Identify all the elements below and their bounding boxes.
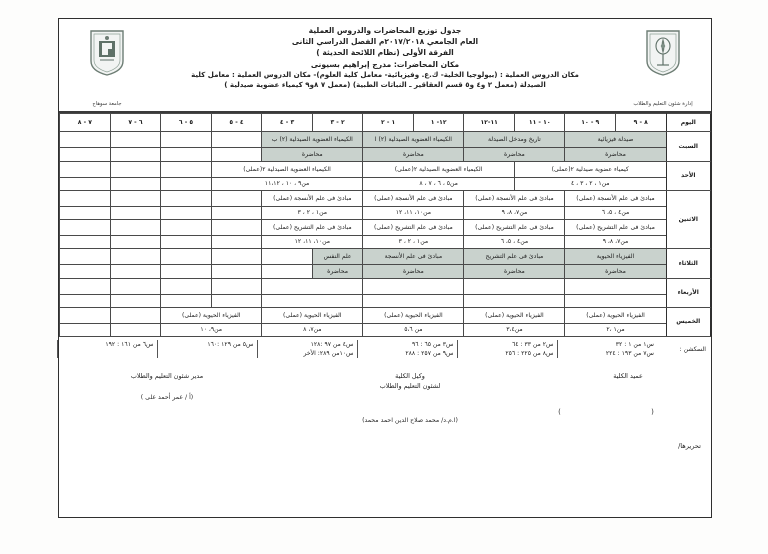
session-title-cell: مبادئ فى علم التشريح (عملى) <box>565 220 666 236</box>
clerk-note: تحريرها/ <box>678 442 701 450</box>
session-type-cell <box>60 148 111 162</box>
session-title-cell: مبادئ فى علم الأنسجة (عملى) <box>464 191 565 207</box>
session-title-cell: صيدلة فيزيائية <box>565 132 666 148</box>
group-numbers-cell <box>161 178 212 191</box>
group-numbers-cell <box>110 207 161 220</box>
group-numbers-cell: من٤ ، ٥، ٦ <box>464 236 565 249</box>
group-numbers-cell: من ٥،٦ <box>363 324 464 337</box>
session-title-cell: مبادئ فى علم التشريح <box>464 249 565 265</box>
session-title-cell: مبادئ فى علم الأنسجة (عملى) <box>363 191 464 207</box>
section-range-11 <box>157 349 257 358</box>
session-title-cell <box>161 191 212 207</box>
document-header <box>59 19 711 113</box>
group-numbers-cell: من٩ ، ١٠ ، ١١،١٢ <box>211 178 363 191</box>
session-title-cell <box>60 191 111 207</box>
session-type-cell: محاضرة <box>363 148 464 162</box>
group-numbers-cell: من١٠، ١١، ١٢ <box>363 207 464 220</box>
session-title-cell <box>60 308 111 324</box>
session-type-cell <box>161 148 212 162</box>
group-numbers-cell <box>565 295 666 308</box>
group-numbers-cell: من٧، ٨، ٩ <box>565 236 666 249</box>
session-title-cell: الفيزياء الحيوية (عملى) <box>262 308 363 324</box>
table-row <box>60 279 711 295</box>
day-label-3: الاثنين <box>666 191 710 249</box>
session-type-cell <box>110 265 161 279</box>
session-title-cell: الفيزياء الحيوية (عملى) <box>161 308 262 324</box>
time-slot-header-12: ٧ - ٨ <box>60 114 111 132</box>
session-title-cell: الفيزياء الحيوية <box>565 249 666 265</box>
session-title-cell <box>60 279 111 295</box>
vice-dean-signature-block <box>300 372 520 424</box>
sections-label: السكشن : <box>679 345 706 353</box>
section-range-9: س٩ من ٢٥٧ : ٢٨٨ <box>357 349 457 358</box>
title-line-5: مكان الدروس العملية : (بيولوجيا الخلية- ك.ع. وفيزيائية- معامل كلية العلوم)- مكان الدروس العملية : معامل كلية <box>191 69 579 79</box>
session-type-cell: محاضرة <box>312 265 363 279</box>
group-numbers-cell: من٤ ، ٥، ٦ <box>565 207 666 220</box>
day-label-2: الأحد <box>666 162 710 191</box>
vice-dean-name: (ا.م.د/ محمد صلاح الدين احمد محمد) <box>362 417 458 425</box>
group-numbers-cell: من٥ ، ٦ ، ٧ ، ٨ <box>363 178 515 191</box>
table-row <box>60 148 711 162</box>
group-numbers-cell <box>363 295 464 308</box>
sections-row-2 <box>57 349 709 358</box>
session-type-cell: محاضرة <box>464 148 565 162</box>
table-row <box>60 295 711 308</box>
timetable <box>59 113 711 337</box>
section-range-2: س٢ من ٣٣ : ٦٤ <box>457 340 557 349</box>
session-title-cell: الفيزياء الحيوية (عملى) <box>464 308 565 324</box>
dean-name: ( ) <box>558 407 698 416</box>
session-title-cell <box>60 162 111 178</box>
session-title-cell <box>110 162 161 178</box>
group-numbers-cell <box>110 178 161 191</box>
session-type-cell: محاضرة <box>464 265 565 279</box>
group-numbers-cell <box>60 178 111 191</box>
session-title-cell <box>211 279 262 295</box>
session-type-cell <box>60 265 111 279</box>
table-row <box>60 178 711 191</box>
session-type-cell <box>211 148 262 162</box>
session-title-cell: الكيمياء العضوية الصيدلية ٢(عملى) <box>211 162 363 178</box>
group-numbers-cell <box>110 324 161 337</box>
session-title-cell <box>262 249 313 265</box>
session-title-cell <box>161 220 212 236</box>
session-title-cell <box>110 249 161 265</box>
sections-block <box>59 340 711 358</box>
table-row <box>60 162 711 178</box>
manager-title: مدير شئون التعليم والطلاب <box>130 372 204 380</box>
vice-dean-title-line2: لشئون التعليم والطلاب <box>379 381 441 390</box>
group-numbers-cell <box>262 295 363 308</box>
session-title-cell: مبادئ فى علم التشريح (عملى) <box>464 220 565 236</box>
table-row <box>60 308 711 324</box>
session-title-cell: الفيزياء الحيوية (عملى) <box>565 308 666 324</box>
session-title-cell <box>110 279 161 295</box>
group-numbers-cell: من١ ،٢ <box>565 324 666 337</box>
title-line-3: الفرقة الأولى (نظام اللائحة الحديثة ) <box>316 48 454 58</box>
session-title-cell <box>211 220 262 236</box>
left-logo-block <box>617 23 709 107</box>
dean-signature-block <box>553 372 703 416</box>
group-numbers-cell <box>211 207 262 220</box>
session-type-cell <box>110 148 161 162</box>
section-range-6: س٦ من ١٦١ : ١٩٢ <box>57 340 157 349</box>
pharmacy-faculty-crest-icon <box>643 27 683 77</box>
title-line-2: العام الجامعي ٢٠١٧/٢٠١٨م الفصل الدراسي الثانى <box>291 37 479 47</box>
session-title-cell: الكيمياء العضوية الصيدلية (٢) ا <box>363 132 464 148</box>
day-label-5: الأربعاء <box>666 279 710 308</box>
right-logo-caption: جامعة سوهاج <box>92 101 122 107</box>
time-slot-header-10: ٥ - ٦ <box>161 114 212 132</box>
manager-name: (أ / عمر أحمد على ) <box>140 393 194 401</box>
group-numbers-cell: من٩، ١٠ <box>161 324 262 337</box>
group-numbers-cell: من٧، ٨، ٩ <box>464 207 565 220</box>
group-numbers-cell <box>161 236 212 249</box>
session-title-cell <box>161 279 212 295</box>
table-row <box>60 265 711 279</box>
group-numbers-cell: من١٠، ١١، ١٢ <box>262 236 363 249</box>
session-title-cell: الكيمياء العضوية الصيدلية (٢) ب <box>262 132 363 148</box>
sections-row-1 <box>57 340 709 349</box>
group-numbers-cell: من٧، ٨ <box>262 324 363 337</box>
session-title-cell: مبادئ فى علم الأنسجة (عملى) <box>565 191 666 207</box>
table-row <box>60 249 711 265</box>
session-title-cell: مبادئ فى علم الأنسجة <box>363 249 464 265</box>
session-title-cell <box>211 191 262 207</box>
session-title-cell <box>211 249 262 265</box>
group-numbers-cell <box>60 236 111 249</box>
session-title-cell: علم النفس <box>312 249 363 265</box>
session-title-cell <box>110 220 161 236</box>
session-title-cell <box>565 279 666 295</box>
sohag-university-crest-icon <box>87 27 127 77</box>
session-title-cell: تاريخ ومدخل الصيدلة <box>464 132 565 148</box>
session-title-cell <box>262 279 363 295</box>
day-column-header: اليوم <box>666 114 710 132</box>
time-slot-header-6: ١ - ٢ <box>363 114 414 132</box>
timetable-sheet <box>58 18 712 518</box>
session-type-cell: محاضرة <box>565 265 666 279</box>
left-logo-caption: إدارة شئون التعليم والطلاب <box>633 101 693 107</box>
table-row <box>60 220 711 236</box>
time-slot-header-7: ٢ - ٣ <box>312 114 363 132</box>
section-range-8: س٨ من ٢٢٥ : ٢٥٦ <box>457 349 557 358</box>
table-row <box>60 191 711 207</box>
session-title-cell <box>161 162 212 178</box>
vice-dean-title-line1: وكيل الكلية <box>395 372 425 380</box>
manager-signature-block <box>67 372 267 401</box>
section-range-10: س١٠من ٢٨٩: الأخر <box>257 349 357 358</box>
session-title-cell <box>110 132 161 148</box>
timetable-header-row <box>60 114 711 132</box>
group-numbers-cell <box>211 295 262 308</box>
session-type-cell <box>262 265 313 279</box>
session-title-cell <box>363 279 464 295</box>
sections-table <box>57 340 710 358</box>
time-slot-header-5: ١٢- ١ <box>413 114 464 132</box>
group-numbers-cell <box>464 295 565 308</box>
table-row <box>60 324 711 337</box>
signature-area <box>59 372 711 468</box>
session-title-cell <box>211 132 262 148</box>
time-slot-header-2: ٩ - ١٠ <box>565 114 616 132</box>
session-title-cell: كيمياء عضوية صيدلية ٢(عملى) <box>514 162 666 178</box>
session-title-cell <box>464 279 565 295</box>
time-slot-header-9: ٤ - ٥ <box>211 114 262 132</box>
session-type-cell: محاضرة <box>363 265 464 279</box>
session-title-cell <box>110 191 161 207</box>
table-row <box>60 236 711 249</box>
time-slot-header-1: ٨ - ٩ <box>616 114 667 132</box>
group-numbers-cell: من١ ، ٢ ، ٣ <box>262 207 363 220</box>
section-range-3: س٣ من ٦٥ : ٩٦ <box>357 340 457 349</box>
section-range-12 <box>57 349 157 358</box>
group-numbers-cell <box>60 295 111 308</box>
group-numbers-cell: من١ ، ٢ ، ٣ <box>363 236 464 249</box>
time-slot-header-4: ١١-١٢ <box>464 114 515 132</box>
day-label-1: السبت <box>666 132 710 162</box>
table-row <box>60 132 711 148</box>
session-title-cell <box>60 220 111 236</box>
section-range-4: س٤ من ٩٧ :١٢٨ <box>257 340 357 349</box>
session-type-cell: محاضرة <box>565 148 666 162</box>
day-label-4: الثلاثاء <box>666 249 710 279</box>
title-line-1: جدول توزيع المحاضرات والدروس العملية <box>308 26 462 35</box>
time-slot-header-8: ٣ - ٤ <box>262 114 313 132</box>
session-title-cell: الكيمياء العضوية الصيدلية ٢(عملى) <box>363 162 515 178</box>
session-title-cell <box>110 308 161 324</box>
time-slot-header-11: ٦ - ٧ <box>110 114 161 132</box>
group-numbers-cell <box>60 207 111 220</box>
right-logo-block <box>61 23 153 107</box>
session-title-cell <box>60 132 111 148</box>
session-title-cell: مبادئ فى علم التشريح (عملى) <box>262 220 363 236</box>
group-numbers-cell <box>211 236 262 249</box>
session-title-cell <box>60 249 111 265</box>
section-range-7: س٧ من ١٩٣ : ٢٢٤ <box>557 349 657 358</box>
group-numbers-cell <box>110 295 161 308</box>
group-numbers-cell: من٣،٤ <box>464 324 565 337</box>
session-title-cell <box>161 132 212 148</box>
group-numbers-cell <box>161 207 212 220</box>
dean-title: عميد الكلية <box>613 372 643 380</box>
section-range-5: س٥ من ١٢٩ :١٦٠ <box>157 340 257 349</box>
group-numbers-cell <box>60 324 111 337</box>
session-title-cell: مبادئ فى علم التشريح (عملى) <box>363 220 464 236</box>
session-type-cell <box>211 265 262 279</box>
session-type-cell: محاضرة <box>262 148 363 162</box>
session-title-cell: مبادئ فى علم الأنسجة (عملى) <box>262 191 363 207</box>
header-title-block <box>153 23 617 91</box>
group-numbers-cell: من١ ، ٢ ، ٣ ، ٤ <box>514 178 666 191</box>
session-title-cell <box>161 249 212 265</box>
table-row <box>60 207 711 220</box>
group-numbers-cell <box>110 236 161 249</box>
day-label-6: الخميس <box>666 308 710 337</box>
time-slot-header-3: ١٠ - ١١ <box>514 114 565 132</box>
title-line-6: الصيدلة (معمل ٢ و٤ و٥ قسم العقاقير ـ النباتات الطبية) (معمل ٧ ٨و٩ كيمياء عضوية صيدلية ) <box>224 80 546 90</box>
session-title-cell: الفيزياء الحيوية (عملى) <box>363 308 464 324</box>
section-range-1: س١ من ١ : ٣٢ <box>557 340 657 349</box>
title-line-4: مكان المحاضرات: مدرج إبراهيم بسيونى <box>310 59 460 69</box>
session-type-cell <box>161 265 212 279</box>
group-numbers-cell <box>161 295 212 308</box>
